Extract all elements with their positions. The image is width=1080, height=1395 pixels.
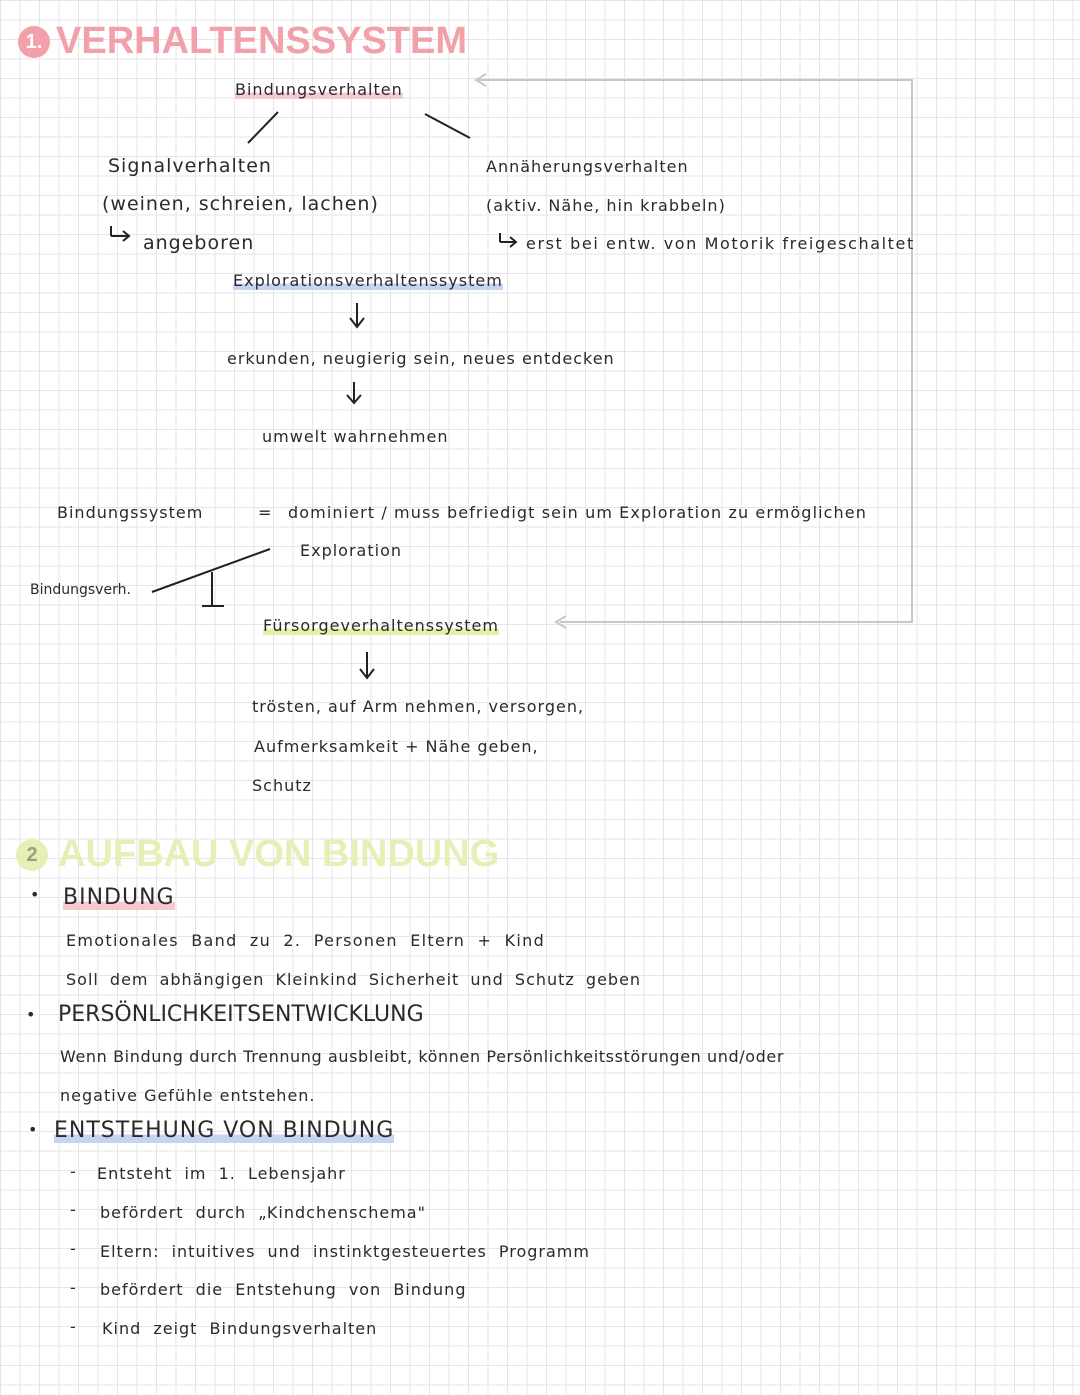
bullet-dot: • — [30, 885, 40, 904]
signal-title: Signalverhalten — [108, 155, 272, 177]
bindung-line1: Emotionales Band zu 2. Personen Eltern + Kind — [66, 931, 546, 950]
exploration-line2: umwelt wahrnehmen — [262, 427, 449, 446]
fuersorge-line3: Schutz — [252, 776, 312, 795]
bindung-line2: Soll dem abhängigen Kleinkind Sicherheit und Schutz geben — [66, 970, 642, 989]
dash: - — [70, 1317, 76, 1336]
down-arrow-1 — [350, 303, 364, 327]
entstehung-item: Kind zeigt Bindungsverhalten — [102, 1319, 378, 1338]
sub-arrow-2 — [500, 233, 516, 247]
signal-examples: (weinen, schreien, lachen) — [102, 193, 379, 215]
persoenlichkeit-heading: PERSÖNLICHKEITSENTWICKLUNG — [58, 1002, 424, 1027]
down-arrow-3 — [360, 652, 374, 678]
annaeherung-note: erst bei entw. von Motorik freigeschaltet — [526, 234, 915, 253]
annaeherung-examples: (aktiv. Nähe, hin krabbeln) — [486, 196, 726, 215]
exploration-line1: erkunden, neugierig sein, neues entdecken — [227, 349, 615, 368]
persoenlichkeit-line1: Wenn Bindung durch Trennung ausbleibt, können Persönlichkeitsstörungen und/oder — [60, 1047, 785, 1066]
dash: - — [70, 1239, 76, 1258]
entstehung-item: Eltern: intuitives und instinktgesteuertes Programm — [100, 1242, 590, 1261]
entstehung-item: Entsteht im 1. Lebensjahr — [97, 1164, 346, 1183]
section2-number: 2 — [16, 839, 48, 871]
section1-title: VERHALTENSSYSTEM — [56, 20, 468, 62]
seesaw-right-label: Exploration — [300, 541, 402, 560]
persoenlichkeit-line2: negative Gefühle entstehen. — [60, 1086, 316, 1105]
dash: - — [70, 1162, 76, 1181]
entstehung-item: befördert durch „Kindchenschema" — [100, 1203, 426, 1222]
section2-title: AUFBAU VON BINDUNG — [58, 833, 500, 875]
bullet-dot: • — [26, 1005, 36, 1024]
annaeherung-title: Annäherungsverhalten — [486, 157, 689, 176]
seesaw-left-label: Bindungsverh. — [30, 582, 131, 598]
branch-line-right — [425, 114, 470, 138]
bindung-heading: BINDUNG — [63, 885, 175, 910]
branch-line-left — [248, 112, 278, 143]
dash: - — [70, 1200, 76, 1219]
fuersorge-line2: Aufmerksamkeit + Nähe geben, — [254, 737, 539, 756]
dash: - — [70, 1278, 76, 1297]
fuersorge-line1: trösten, auf Arm nehmen, versorgen, — [252, 697, 585, 716]
sub-arrow-1 — [111, 226, 129, 241]
bindungsverhalten-label: Bindungsverhalten — [235, 80, 403, 99]
bindungssystem-eq: = — [258, 503, 273, 522]
bindungssystem-label: Bindungssystem — [57, 503, 204, 522]
entstehung-heading: ENTSTEHUNG VON BINDUNG — [54, 1118, 395, 1143]
fuersorge-title: Fürsorgeverhaltenssystem — [263, 616, 499, 635]
down-arrow-2 — [347, 382, 361, 403]
signal-note: angeboren — [143, 232, 255, 254]
entstehung-item: befördert die Entstehung von Bindung — [100, 1280, 467, 1299]
exploration-title: Explorationsverhaltenssystem — [233, 271, 503, 290]
section1-number: 1. — [18, 26, 50, 58]
bullet-dot: • — [28, 1120, 38, 1139]
bindungssystem-text: dominiert / muss befriedigt sein um Exploration zu ermöglichen — [288, 503, 867, 522]
